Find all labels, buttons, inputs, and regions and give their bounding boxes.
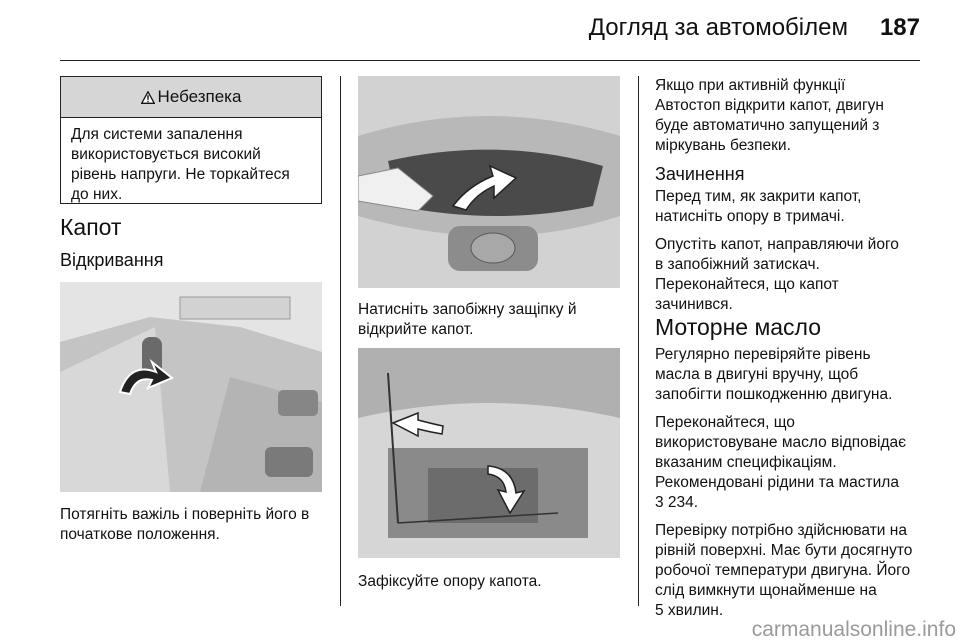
figure-hood-release-lever bbox=[60, 282, 322, 492]
caption-hood-support: Зафіксуйте опору капота. bbox=[358, 573, 542, 590]
warning-header bbox=[61, 77, 321, 118]
section-title-hood: Капот bbox=[60, 214, 122, 240]
page-reference-link[interactable]: 3 234. bbox=[655, 494, 699, 511]
figure-safety-catch bbox=[358, 76, 620, 288]
running-header-title: Догляд за автомобілем bbox=[588, 14, 848, 41]
subsection-title-opening: Відкривання bbox=[60, 250, 164, 270]
figure-hood-support-rod bbox=[358, 348, 620, 558]
warning-triangle-icon bbox=[141, 91, 155, 104]
paragraph-autostop: Якщо при активній функції Автостоп відкрити капот, двигун буде автоматично запущений з міркувань безпеки. bbox=[655, 77, 884, 154]
caption-safety-catch: Натисніть запобіжну защіпку й відкрийте капот. bbox=[358, 301, 577, 338]
section-title-engine-oil: Моторне масло bbox=[655, 314, 822, 340]
watermark: carmanualsonline.info bbox=[751, 618, 956, 641]
paragraph-closing: Перед тим, як закрити капот, натисніть опору в тримачі. Опустіть капот, направляючи його в запобіжний затискач. Переконайтеся, що капот зачинився. bbox=[655, 188, 899, 313]
subsection-title-closing: Зачинення bbox=[655, 164, 745, 184]
header-rule bbox=[60, 60, 920, 61]
warning-title: Небезпека bbox=[157, 87, 242, 106]
column-divider-2 bbox=[638, 76, 639, 606]
caption-hood-lever: Потягніть важіль і поверніть його в початкове положення. bbox=[60, 506, 310, 543]
danger-warning-box bbox=[60, 76, 322, 204]
page-number: 187 bbox=[879, 14, 920, 41]
paragraph-engine-oil: Регулярно перевіряйте рівень масла в двигуні вручну, щоб запобігти пошкодженню двигуна. Переконайтеся, що використовуване масло відповідає вказаним специфікаціям. Рекомендовані рідини та мастила 3 234. Перевірку потрібно здійснювати на рівній поверхні. Має бути досягнуто робочої температури двигуна. Його слід вимкнути щонайменше на 5 хвилин. bbox=[655, 346, 913, 619]
warning-text: Для системи запалення використовується високий рівень напруги. Не торкайтеся до них. bbox=[71, 126, 290, 203]
column-divider-1 bbox=[340, 76, 341, 606]
